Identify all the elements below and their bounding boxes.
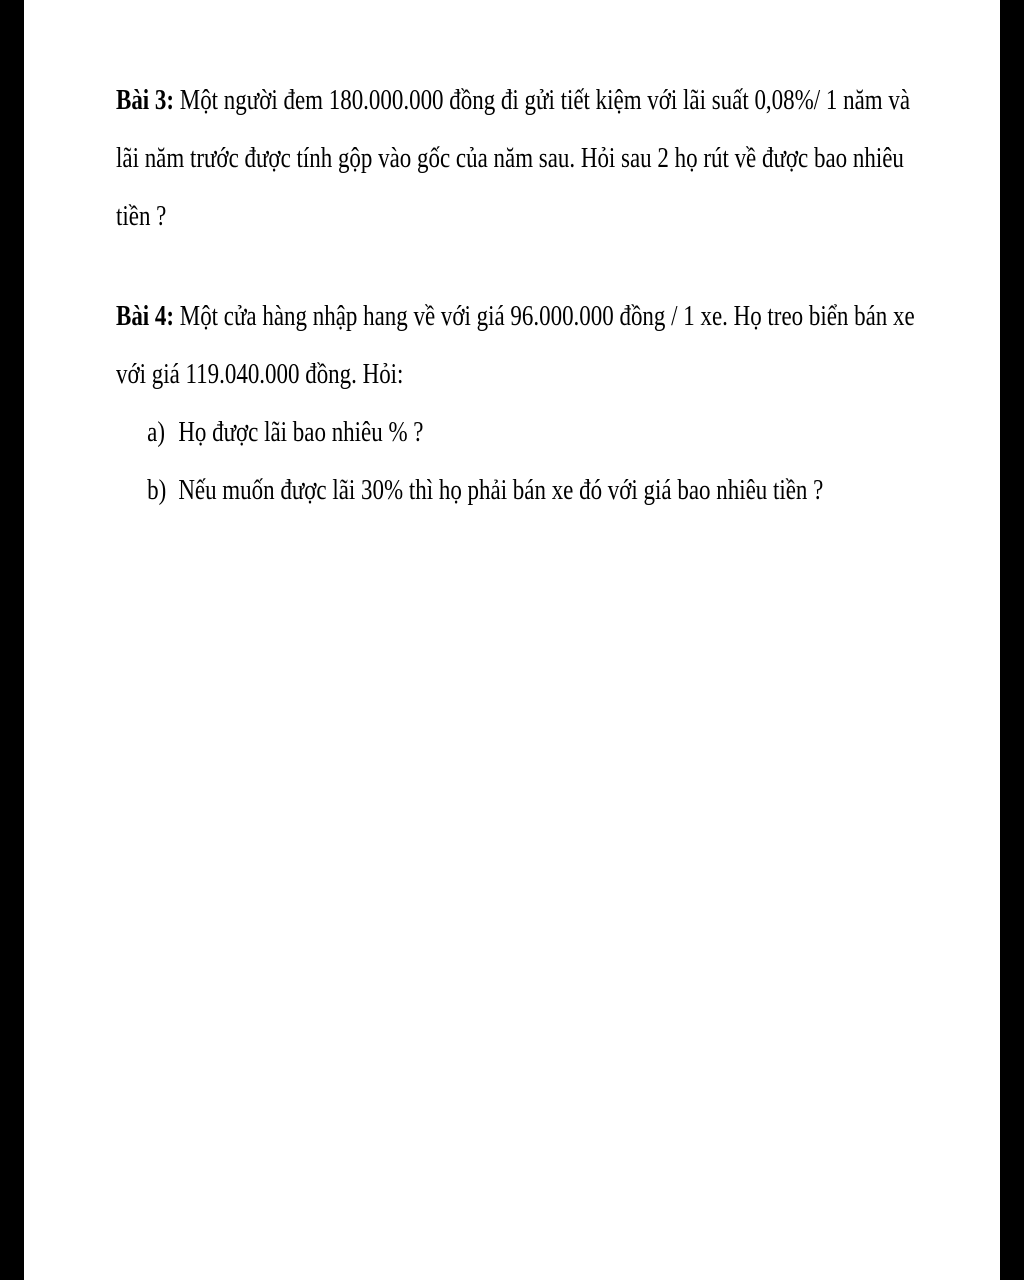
subquestion-b <box>116 462 936 520</box>
problem-3-line-3: tiền ? <box>116 201 167 232</box>
subquestion-a-marker: a) <box>147 417 166 448</box>
problem-4-line-2: với giá 119.040.000 đồng. Hỏi: <box>116 359 404 390</box>
problem-4-subquestions <box>116 404 936 520</box>
problem-4 <box>116 288 936 520</box>
problem-3-line-1 <box>116 72 936 130</box>
problem-3-line-2: lãi năm trước được tính gộp vào gốc của năm sau. Hỏi sau 2 họ rút về được bao nhiêu <box>116 143 904 174</box>
problem-3-title: Bài 3: <box>116 85 175 116</box>
problem-3 <box>116 72 936 246</box>
subquestion-a <box>116 404 936 462</box>
subquestion-b-text: Nếu muốn được lãi 30% thì họ phải bán xe đó với giá bao nhiêu tiền ? <box>178 475 824 506</box>
problem-4-text-1: Một cửa hàng nhập hang về với giá 96.000.000 đồng / 1 xe. Họ treo biển bán xe <box>179 301 915 332</box>
problem-4-line-1 <box>116 288 936 346</box>
document-content <box>116 72 936 520</box>
subquestion-b-marker: b) <box>147 475 167 506</box>
problem-4-title: Bài 4: <box>116 301 175 332</box>
document-page <box>24 0 1000 1280</box>
problem-3-text-1: Một người đem 180.000.000 đồng đi gửi tiết kiệm với lãi suất 0,08%/ 1 năm và <box>179 85 911 116</box>
subquestion-a-text: Họ được lãi bao nhiêu % ? <box>178 417 424 448</box>
